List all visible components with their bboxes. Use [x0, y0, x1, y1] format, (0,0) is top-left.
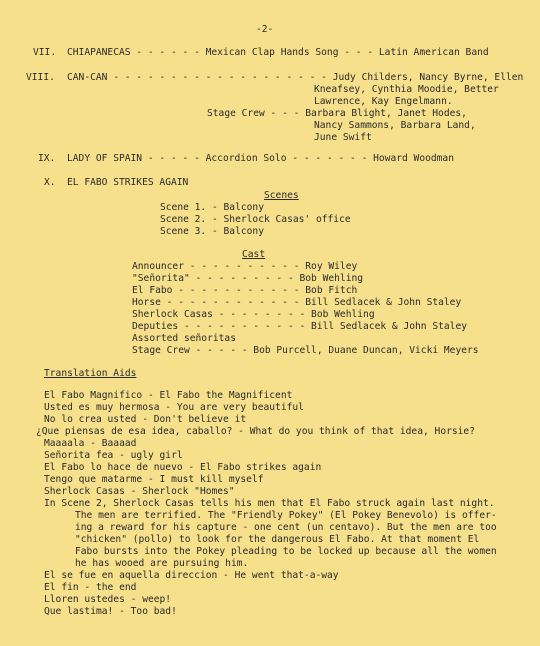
cast-line: Announcer - - - - - - - - - - Roy Wiley — [132, 261, 358, 272]
cast-heading: Cast — [242, 249, 266, 260]
cast-line: Horse - - - - - - - - - - - - Bill Sedlacek & John Staley — [132, 297, 462, 308]
translation-line: No lo crea usted - Don't believe it — [44, 414, 247, 425]
cast-line: Sherlock Casas - - - - - - - - Bob Wehling — [132, 309, 375, 320]
paragraph-line: The men are terrified. The "Friendly Pokey" (El Pokey Benevolo) is offer- — [75, 510, 497, 521]
paragraph-line: ing a reward for his capture - one cent (un centavo). But the men are too — [75, 522, 497, 533]
paragraph-line: "chicken" (pollo) to look for the dangerous El Fabo. At that moment El — [75, 534, 480, 545]
item-numeral: IX. — [38, 153, 56, 164]
program-line: CHIAPANECAS - - - - - - Mexican Clap Hands Song - - - Latin American Band — [67, 47, 489, 58]
translation-line: Lloren ustedes - weep! — [44, 594, 172, 605]
program-line: CAN-CAN - - - - - - - - - - - - - - - - - - - Judy Childers, Nancy Byrne, Ellen — [67, 72, 524, 83]
translation-line: Que lastima! - Too bad! — [44, 606, 177, 617]
translation-line: Maaaala - Baaaad — [44, 438, 137, 449]
cast-line: June Swift — [314, 132, 372, 143]
translation-line: Usted es muy hermosa - You are very beautiful — [44, 402, 304, 413]
translation-line: El se fue en aquella direccion - He went that-a-way — [44, 570, 339, 581]
page-number: -2- — [256, 24, 274, 35]
translation-line: Sherlock Casas - Sherlock "Homes" — [44, 486, 235, 497]
item-numeral: VIII. — [26, 72, 55, 83]
cast-line: Stage Crew - - - - - Bob Purcell, Duane Duncan, Vicki Meyers — [132, 345, 479, 356]
cast-line: Lawrence, Kay Engelmann. — [314, 96, 453, 107]
translation-line: ¿Que piensas de esa idea, caballo? - What do you think of that idea, Horsie? — [36, 426, 475, 437]
paragraph-line: Fabo bursts into the Pokey pleading to be locked up because all the women — [75, 546, 497, 557]
scene-line: Scene 1. - Balcony — [160, 202, 264, 213]
translation-line: El Fabo lo hace de nuevo - El Fabo strikes again — [44, 462, 322, 473]
cast-line: El Fabo - - - - - - - - - - - Bob Fitch — [132, 285, 358, 296]
translation-heading: Translation Aids — [44, 368, 137, 379]
scenes-heading: Scenes — [264, 190, 299, 201]
program-line: EL FABO STRIKES AGAIN — [67, 177, 189, 188]
translation-line: Tengo que matarme - I must kill myself — [44, 474, 264, 485]
scene-line: Scene 3. - Balcony — [160, 226, 264, 237]
translation-line: El fin - the end — [44, 582, 137, 593]
cast-line: "Señorita" - - - - - - - - - Bob Wehling — [132, 273, 364, 284]
cast-line: Nancy Sammons, Barbara Land, — [314, 120, 476, 131]
translation-line: In Scene 2, Sherlock Casas tells his men that El Fabo struck again last night. — [44, 498, 495, 509]
translation-line: Señorita fea - ugly girl — [44, 450, 183, 461]
translation-line: El Fabo Magnifico - El Fabo the Magnificent — [44, 390, 293, 401]
program-line: LADY OF SPAIN - - - - - Accordion Solo - - - - - - - Howard Woodman — [67, 153, 454, 164]
scene-line: Scene 2. - Sherlock Casas' office — [160, 214, 351, 225]
cast-line: Deputies - - - - - - - - - - - Bill Sedlacek & John Staley — [132, 321, 468, 332]
paragraph-line: he has wooed are pursuing him. — [75, 558, 249, 569]
item-numeral: VII. — [33, 47, 57, 58]
cast-line: Kneafsey, Cynthia Moodie, Better — [314, 84, 499, 95]
stage-crew-line: Stage Crew - - - Barbara Blight, Janet Hodes, — [207, 108, 467, 119]
cast-line: Assorted señoritas — [132, 333, 236, 344]
item-numeral: X. — [44, 177, 56, 188]
